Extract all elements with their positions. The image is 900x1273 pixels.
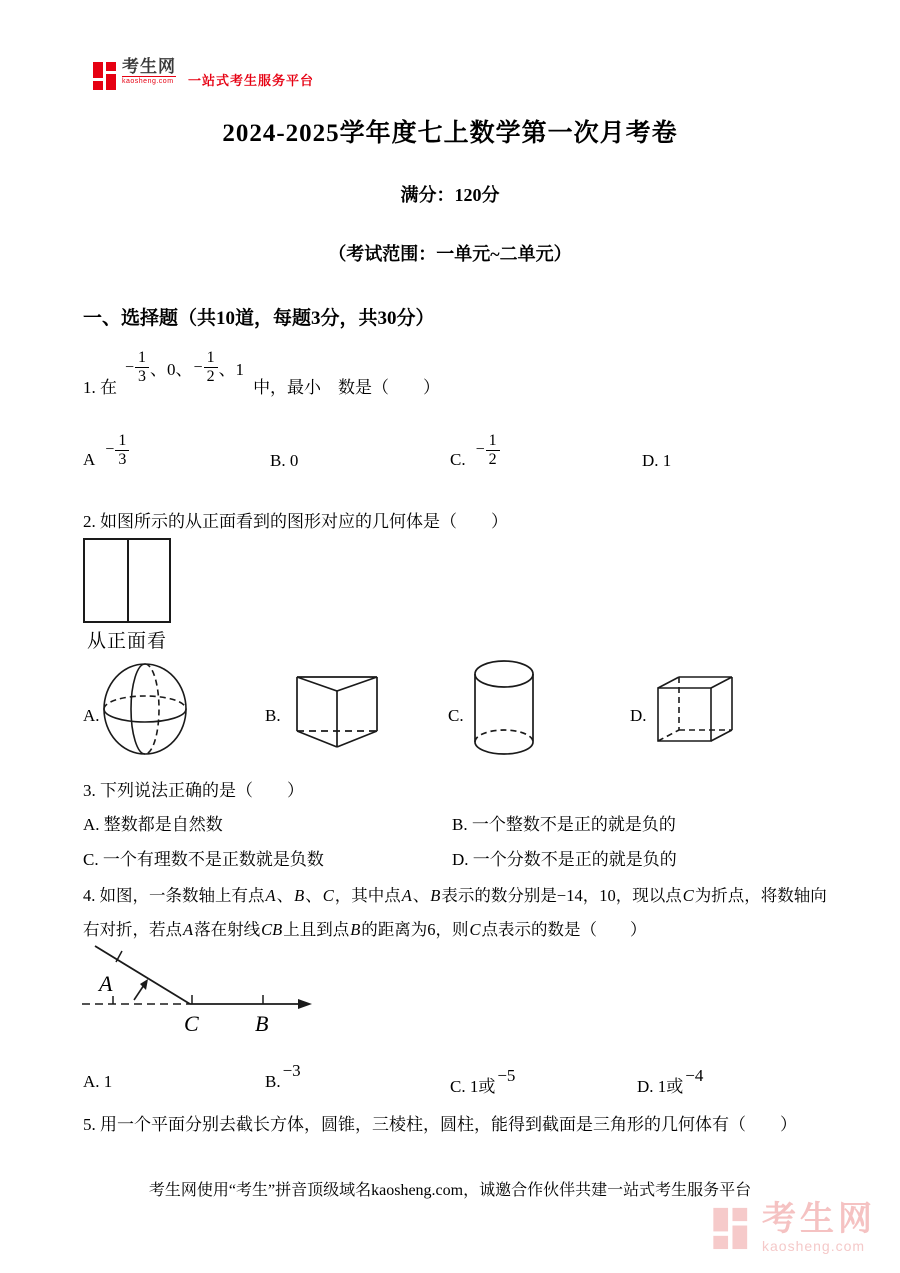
q1-pre: 1. 在 bbox=[83, 378, 117, 397]
q1-post: 中，最小 数是（ ） bbox=[253, 378, 441, 397]
q2-option-c-label: C. bbox=[448, 706, 464, 725]
question-4-text-line1: 4. 如图，一条数轴上有点A、B、C，其中点A、B表示的数分别是−14，10，现以点C为折点，将数轴向 bbox=[83, 886, 827, 905]
q4-option-b bbox=[265, 1061, 301, 1092]
logo-tagline: 一站式考生服务平台 bbox=[188, 73, 315, 88]
q4-option-a: A. 1 bbox=[83, 1072, 113, 1091]
q1-frac1-sign: − bbox=[125, 358, 135, 376]
q1-option-a-label: A bbox=[83, 450, 96, 469]
q4-option-b-value: −3 bbox=[282, 1061, 301, 1080]
q1-option-d: D. 1 bbox=[642, 451, 672, 470]
q1-option-c-den: 2 bbox=[488, 450, 497, 468]
kaosheng-watermark-icon bbox=[712, 1202, 750, 1252]
q1-option-a-sign: − bbox=[105, 441, 115, 458]
question-3-text: 3. 下列说法正确的是（ ） bbox=[83, 781, 304, 800]
point-a-label: A bbox=[99, 971, 113, 996]
q1-option-b: B. 0 bbox=[270, 451, 299, 470]
q1-option-c-sign: − bbox=[475, 441, 485, 458]
q2-option-b-label: B. bbox=[265, 706, 281, 725]
q1-frac1-num: 1 bbox=[135, 349, 149, 368]
q2-option-d-label: D. bbox=[630, 706, 647, 725]
front-view-divider bbox=[127, 540, 129, 621]
kaosheng-watermark bbox=[712, 1202, 876, 1254]
q4-option-b-label: B. bbox=[265, 1072, 281, 1091]
cylinder-figure bbox=[472, 658, 536, 758]
q3-option-a: A. 整数都是自然数 bbox=[83, 815, 223, 834]
q4-option-c-label: C. 1或 bbox=[450, 1077, 496, 1096]
kaosheng-logo-icon bbox=[93, 58, 117, 92]
q1-expression bbox=[125, 349, 245, 386]
footer-text: 考生网使用“考生”拼音顶级域名kaosheng.com，诚邀合作伙伴共建一站式考生服务平台 bbox=[148, 1182, 752, 1199]
number-line-figure bbox=[62, 938, 324, 1038]
watermark-name: 考生网 bbox=[762, 1200, 876, 1238]
q1-separator-1: 、0、 bbox=[150, 360, 193, 380]
q1-fraction-2 bbox=[194, 349, 218, 386]
q1-frac2-num: 1 bbox=[204, 349, 218, 368]
q1-option-c-label: C. bbox=[450, 450, 466, 469]
logo-name: 考生网 bbox=[122, 57, 176, 76]
q1-option-c-num: 1 bbox=[486, 432, 500, 451]
q1-options-row bbox=[0, 424, 900, 480]
front-view-figure bbox=[83, 538, 171, 623]
point-b-label: B bbox=[255, 1011, 269, 1036]
question-5-text: 5. 用一个平面分别去截长方体，圆锥，三棱柱，圆柱，能得到截面是三角形的几何体有（ ） bbox=[83, 1115, 797, 1134]
q1-option-a-den: 3 bbox=[118, 450, 127, 468]
cube-figure bbox=[655, 674, 737, 748]
q4-option-d-label: D. 1或 bbox=[637, 1077, 684, 1096]
q2-option-a-label: A. bbox=[83, 706, 100, 725]
q3-option-b: B. 一个整数不是正的就是负的 bbox=[452, 815, 676, 834]
question-1-text bbox=[83, 342, 440, 400]
fold-arrow bbox=[134, 985, 144, 1000]
q1-frac1-den: 3 bbox=[138, 368, 147, 386]
watermark-text-block bbox=[762, 1202, 876, 1254]
q4-option-c bbox=[450, 1066, 516, 1097]
kaosheng-logo bbox=[93, 58, 314, 92]
page-title: 2024-2025学年度七上数学第一次月考卷 bbox=[222, 120, 678, 147]
point-c-label: C bbox=[184, 1011, 199, 1036]
q1-frac2-den: 2 bbox=[206, 368, 215, 386]
q1-option-c bbox=[450, 424, 500, 476]
q3-option-c: C. 一个有理数不是正数就是负数 bbox=[83, 850, 324, 869]
question-4-text-line2: 右对折，若点A落在射线CB上且到点B的距离为6，则C点表示的数是（ ） bbox=[83, 920, 647, 939]
q1-separator-2: 、1 bbox=[218, 360, 245, 380]
q4-option-c-value: −5 bbox=[497, 1066, 516, 1085]
q4-option-d bbox=[637, 1066, 704, 1097]
question-2-text: 2. 如图所示的从正面看到的图形对应的几何体是（ ） bbox=[83, 512, 508, 531]
logo-text-block bbox=[122, 58, 176, 85]
logo-domain: kaosheng.com bbox=[122, 76, 176, 85]
q4-option-d-value: −4 bbox=[685, 1066, 704, 1085]
front-view-caption: 从正面看 bbox=[87, 631, 168, 652]
watermark-domain: kaosheng.com bbox=[762, 1237, 866, 1254]
full-score-line: 满分：120分 bbox=[400, 185, 500, 205]
axis-arrowhead bbox=[298, 999, 312, 1009]
q3-option-d: D. 一个分数不是正的就是负的 bbox=[452, 850, 677, 869]
q1-fraction-1 bbox=[125, 349, 149, 386]
section-heading: 一、选择题（共10道，每题3分，共30分） bbox=[83, 308, 435, 329]
q1-frac2-sign: − bbox=[193, 358, 203, 376]
exam-scope-line: （考试范围：一单元~二单元） bbox=[328, 244, 572, 264]
q1-option-a-num: 1 bbox=[115, 432, 129, 451]
sphere-figure bbox=[101, 662, 189, 756]
q4-options-row bbox=[0, 1050, 900, 1096]
triangular-prism-figure bbox=[291, 671, 383, 753]
q2-options-row bbox=[0, 658, 900, 763]
q1-option-a bbox=[83, 424, 129, 476]
